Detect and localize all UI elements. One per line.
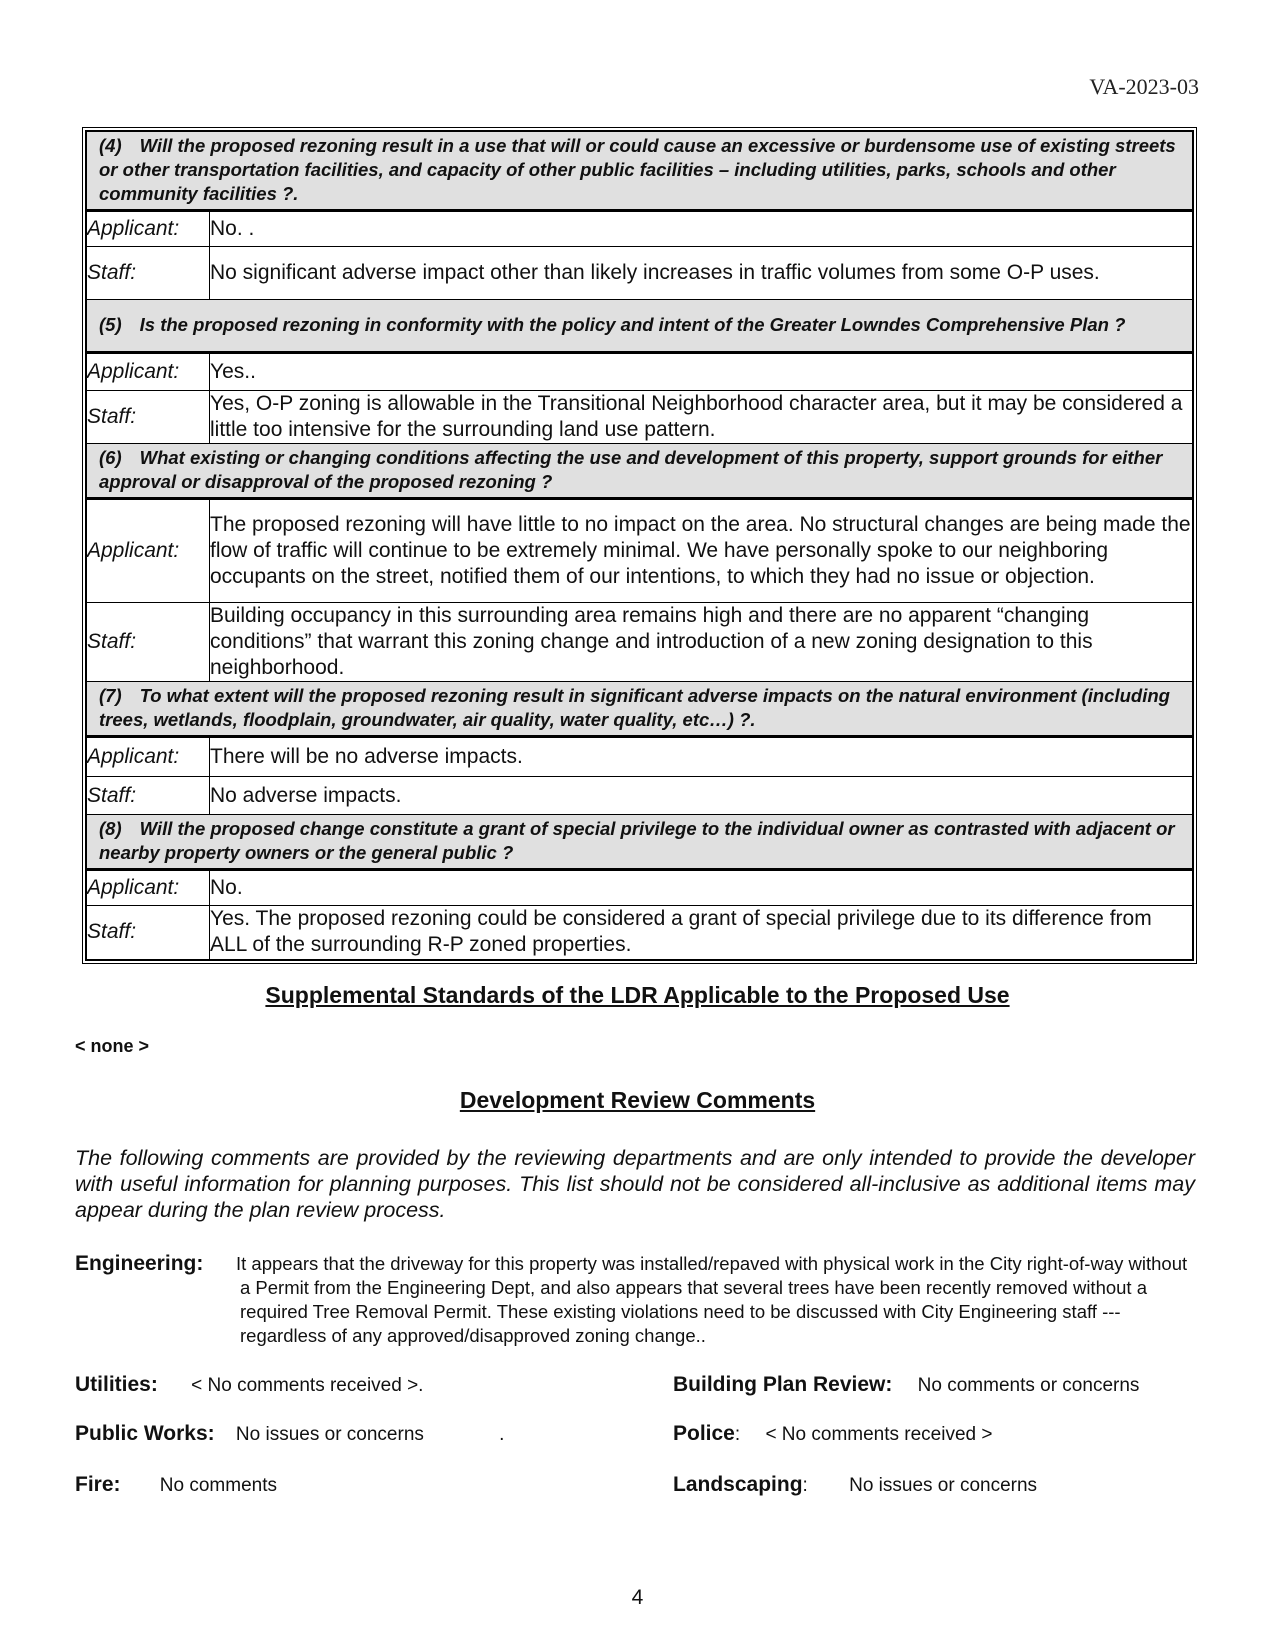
utilities-text: < No comments received >. [191, 1375, 424, 1396]
staff-answer: Yes. The proposed rezoning could be considered a grant of special privilege due to its difference from ALL of the surrounding R-P zoned properties. [210, 906, 1194, 960]
engineering-text: It appears that the driveway for this property was installed/repaved with physical work in the City right-of-way without a Permit from the Engineering Dept, and also appears that several trees have been recently removed without a required Tree Removal Permit. These existing violations need to be discussed with City Engineering staff --- regardless of any approved/disapproved zoning change.. [236, 1253, 1188, 1346]
fire-text: No comments [159, 1475, 277, 1496]
utilities-label: Utilities: [75, 1373, 158, 1396]
question-number: (7) [99, 685, 122, 706]
question-text: Will the proposed rezoning result in a use that will or could cause an excessive or burdensome use of existing streets or other transportation facilities, and capacity of other public facilities – including utilities, parks, schools and other community facilities ?. [99, 135, 1176, 204]
staff-answer: Building occupancy in this surrounding area remains high and there are no apparent “changing conditions” that warrant this zoning change and introduction of a new zoning designation to this neighborhood. [210, 603, 1194, 682]
question-row [86, 815, 1193, 870]
question-text: Is the proposed rezoning in conformity with the policy and intent of the Greater Lowndes Comprehensive Plan ? [139, 314, 1126, 335]
staff-row [86, 906, 1193, 960]
review-heading: Development Review Comments [459, 1087, 816, 1113]
staff-row [86, 247, 1193, 300]
applicant-answer: No. . [210, 211, 1194, 247]
question-row [86, 444, 1193, 499]
page-number: 4 [631, 1586, 644, 1609]
landscaping-text: No issues or concerns [849, 1475, 1038, 1496]
police-label: Police [673, 1422, 735, 1445]
staff-label: Staff: [86, 247, 210, 300]
case-number: VA-2023-03 [1089, 74, 1199, 99]
applicant-label: Applicant: [86, 737, 210, 777]
staff-row [86, 391, 1193, 444]
applicant-label: Applicant: [86, 353, 210, 391]
question-text: What existing or changing conditions affecting the use and development of this property, support grounds for either approval or disapproval of the proposed rezoning ? [99, 447, 1163, 492]
building-review-label: Building Plan Review: [673, 1373, 893, 1396]
staff-row [86, 603, 1193, 682]
police-comment [673, 1422, 992, 1446]
police-text: < No comments received > [765, 1424, 993, 1445]
staff-row [86, 777, 1193, 815]
staff-label: Staff: [86, 603, 210, 682]
question-row [86, 300, 1193, 353]
applicant-row [86, 499, 1193, 603]
applicant-label: Applicant: [86, 499, 210, 603]
applicant-answer: No. [210, 870, 1194, 906]
question-number: (8) [99, 818, 122, 839]
question-number: (5) [99, 314, 122, 335]
supplemental-value: < none > [75, 1036, 150, 1056]
question-number: (6) [99, 447, 122, 468]
fire-comment [75, 1473, 277, 1497]
question-row [86, 682, 1193, 737]
landscaping-comment [673, 1473, 1037, 1497]
question-text: Will the proposed change constitute a grant of special privilege to the individual owner as contrasted with adjacent or nearby property owners or the general public ? [99, 818, 1175, 863]
staff-answer: No significant adverse impact other than likely increases in traffic volumes from some O-P uses. [210, 247, 1194, 300]
staff-label: Staff: [86, 777, 210, 815]
applicant-answer: There will be no adverse impacts. [210, 737, 1194, 777]
applicant-row [86, 211, 1193, 247]
building-review-comment [673, 1373, 1139, 1397]
question-row [86, 131, 1193, 211]
review-intro: The following comments are provided by the reviewing departments and are only intended to provide the developer with useful information for planning purposes. This list should not be considered all-inclusive as additional items may appear during the plan review process. [75, 1146, 1195, 1222]
applicant-row [86, 870, 1193, 906]
staff-label: Staff: [86, 391, 210, 444]
public-works-label: Public Works: [75, 1422, 215, 1445]
staff-answer: No adverse impacts. [210, 777, 1194, 815]
applicant-label: Applicant: [86, 870, 210, 906]
engineering-comment [75, 1252, 1200, 1348]
public-works-comment [75, 1422, 504, 1446]
supplemental-heading: Supplemental Standards of the LDR Applicable to the Proposed Use [265, 982, 1010, 1008]
engineering-label: Engineering: [75, 1252, 204, 1275]
applicant-answer: The proposed rezoning will have little to no impact on the area. No structural changes are being made the flow of traffic will continue to be extremely minimal. We have personally spoke to our neighboring occupants on the street, notified them of our intentions, to which they had no issue or objection. [210, 499, 1194, 603]
utilities-comment [75, 1373, 423, 1397]
question-number: (4) [99, 135, 122, 156]
applicant-row [86, 737, 1193, 777]
staff-answer: Yes, O-P zoning is allowable in the Transitional Neighborhood character area, but it may be considered a little too intensive for the surrounding land use pattern. [210, 391, 1194, 444]
applicant-answer: Yes.. [210, 353, 1194, 391]
police-colon: : [734, 1424, 741, 1445]
fire-label: Fire: [75, 1473, 121, 1496]
public-works-text: No issues or concerns [235, 1424, 424, 1445]
applicant-row [86, 353, 1193, 391]
public-works-trailing: . [499, 1424, 505, 1445]
landscaping-colon: : [802, 1475, 808, 1496]
criteria-table [85, 130, 1194, 961]
applicant-label: Applicant: [86, 211, 210, 247]
staff-label: Staff: [86, 906, 210, 960]
question-text: To what extent will the proposed rezoning result in significant adverse impacts on the natural environment (including trees, wetlands, floodplain, groundwater, air quality, water quality, etc…) ?. [99, 685, 1170, 730]
building-review-text: No comments or concerns [917, 1375, 1140, 1396]
landscaping-label: Landscaping [673, 1473, 803, 1496]
